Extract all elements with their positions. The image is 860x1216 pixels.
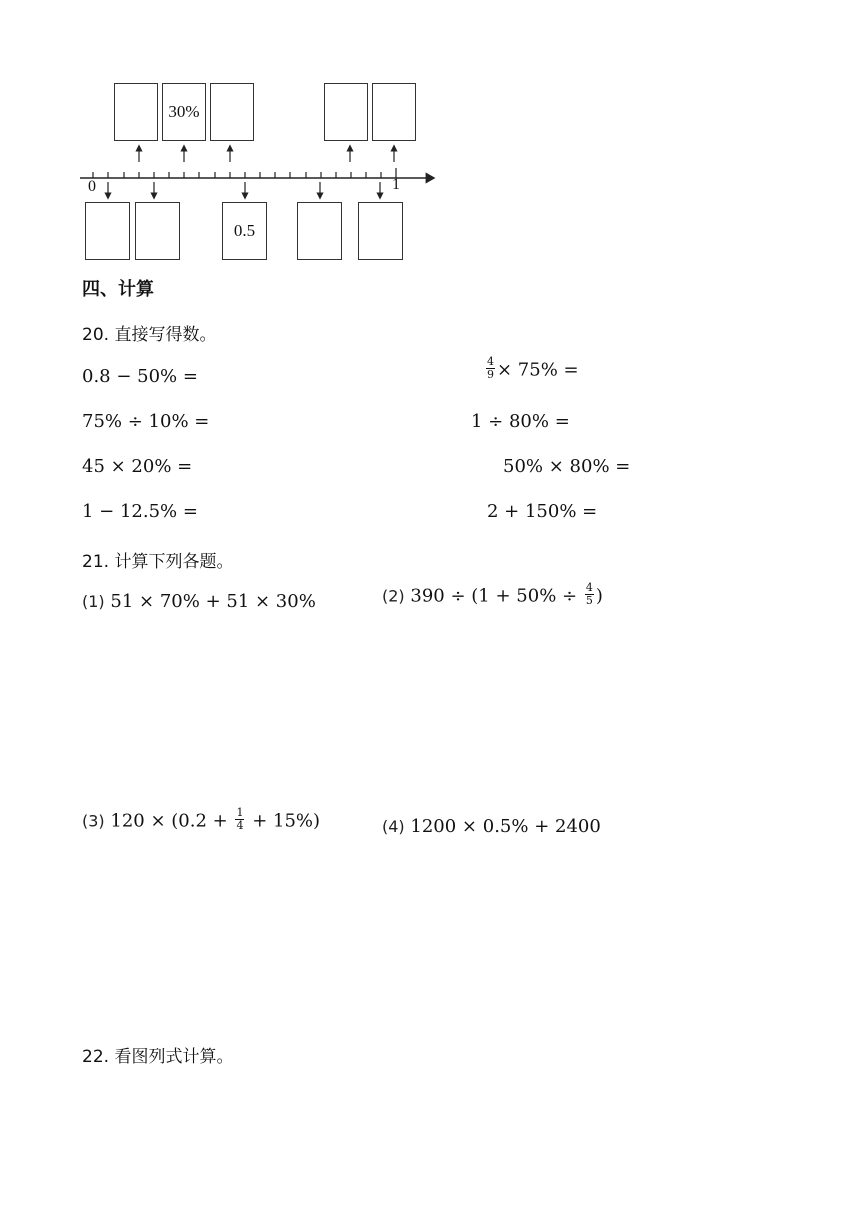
q21-part-1	[82, 591, 316, 612]
q21-part-3-expr-b: + 15%)	[252, 810, 321, 832]
q20-item-1: 0.8 − 50% =	[82, 366, 198, 387]
q21-title: 21. 计算下列各题。	[82, 552, 234, 572]
q20-title: 20. 直接写得数。	[82, 325, 217, 345]
q22-title: 22. 看图列式计算。	[82, 1047, 234, 1067]
q20-item-2	[484, 355, 579, 383]
answer-box-bottom-3: 0.5	[222, 202, 267, 260]
q21-part-3-expr-a: 120 × (0.2 +	[110, 810, 228, 832]
q21-part-2-expr-b: )	[595, 585, 603, 607]
q20-item-7: 1 − 12.5% =	[82, 501, 198, 522]
section-title: 四、计算	[82, 279, 154, 300]
q21-part-2-expr-a: 390 ÷ (1 + 50% ÷	[410, 585, 578, 607]
number-line-axis	[0, 0, 860, 270]
number-line-zero-label: 0	[88, 178, 96, 195]
q20-item-2-text: × 75% =	[497, 359, 579, 381]
q20-item-8: 2 + 150% =	[487, 501, 598, 522]
q21-part-4-expr: 1200 × 0.5% + 2400	[410, 816, 601, 837]
q21-part-4	[382, 816, 601, 837]
q21-part-3-label: (3)	[82, 811, 105, 831]
fraction-1-4: $\frac{1}{4}$	[236, 806, 244, 832]
q21-part-1-expr: 51 × 70% + 51 × 30%	[110, 591, 316, 612]
q20-item-3: 75% ÷ 10% =	[82, 411, 210, 432]
q20-item-5: 45 × 20% =	[82, 456, 193, 477]
fraction-4-9: $\frac{4}{9}$	[487, 355, 494, 381]
q20-item-4: 1 ÷ 80% =	[471, 411, 570, 432]
q21-part-2-label: (2)	[382, 586, 405, 606]
q21-part-3	[82, 806, 321, 834]
answer-box-top-2: 30%	[162, 83, 206, 141]
q20-item-6: 50% × 80% =	[503, 456, 631, 477]
q21-part-1-label: (1)	[82, 592, 105, 611]
q21-part-4-label: (4)	[382, 817, 405, 836]
q21-part-2	[382, 581, 603, 609]
number-line-one-label: 1	[392, 176, 400, 193]
fraction-4-5: $\frac{4}{5}$	[585, 581, 593, 607]
